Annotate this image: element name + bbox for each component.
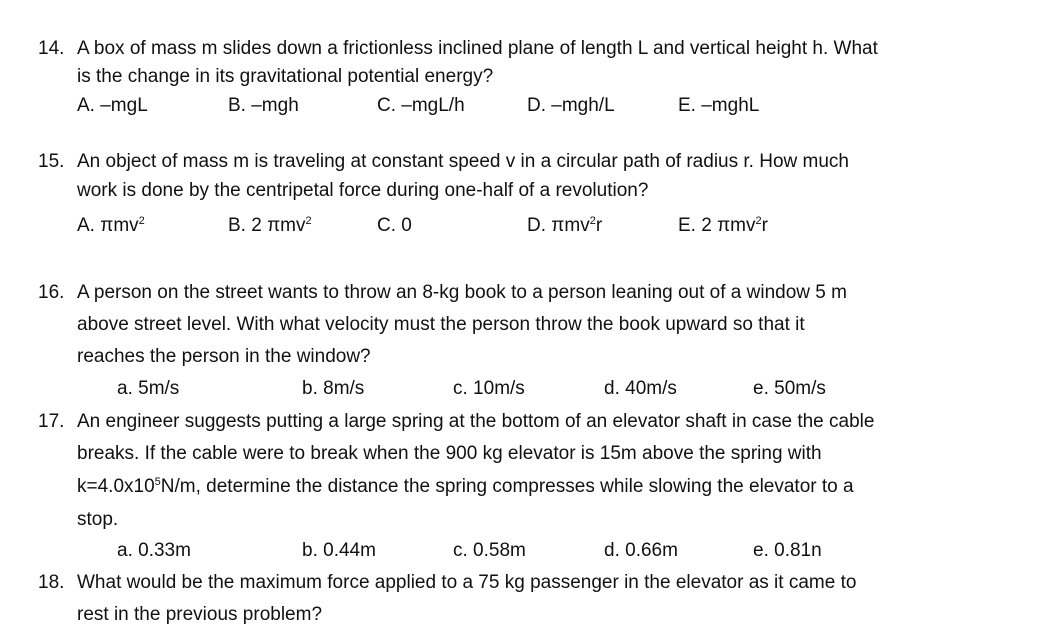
answer-option-e: e. 0.81n xyxy=(753,540,822,561)
answer-option-a: a. 5m/s xyxy=(117,378,180,399)
answer-option-b: B. –mgh xyxy=(228,95,299,116)
question-number: 14. xyxy=(38,38,65,59)
answer-option-a: a. 0.33m xyxy=(117,540,191,561)
question-text-line: work is done by the centripetal force during one-half of a revolution? xyxy=(77,180,649,201)
answer-option-c: C. 0 xyxy=(377,215,412,236)
answer-option-d: d. 0.66m xyxy=(604,540,678,561)
question-number: 15. xyxy=(38,151,65,172)
question-text-line: breaks. If the cable were to break when the 900 kg elevator is 15m above the spring with xyxy=(77,443,822,464)
answer-option-d: D. πmv$^2$r xyxy=(527,215,603,236)
answer-option-a: A. –mgL xyxy=(77,95,148,116)
question-number: 18. xyxy=(38,572,65,593)
question-text-line: above street level. With what velocity must the person throw the book upward so that it xyxy=(77,314,805,335)
question-text-line: is the change in its gravitational potential energy? xyxy=(77,66,494,87)
question-text-line: reaches the person in the window? xyxy=(77,346,371,367)
answer-option-c: C. –mgL/h xyxy=(377,95,465,116)
question-text-line: A person on the street wants to throw an 8-kg book to a person leaning out of a window 5 m xyxy=(77,282,847,303)
question-text-line: A box of mass m slides down a frictionless inclined plane of length L and vertical height h. What xyxy=(77,38,878,59)
answer-option-b: b. 8m/s xyxy=(302,378,365,399)
question-text-line: stop. xyxy=(77,509,119,530)
answer-option-a: A. πmv$^2$ xyxy=(77,215,145,236)
answer-option-e: E. –mghL xyxy=(678,95,760,116)
answer-option-e: E. 2 πmv$^2$r xyxy=(678,215,768,236)
answer-option-b: B. 2 πmv$^2$ xyxy=(228,215,312,236)
answer-option-d: d. 40m/s xyxy=(604,378,677,399)
question-number: 17. xyxy=(38,411,65,432)
question-text-line: What would be the maximum force applied to a 75 kg passenger in the elevator as it came to xyxy=(77,572,857,593)
question-number: 16. xyxy=(38,282,65,303)
answer-option-b: b. 0.44m xyxy=(302,540,376,561)
answer-option-e: e. 50m/s xyxy=(753,378,826,399)
question-text-line: An engineer suggests putting a large spring at the bottom of an elevator shaft in case the cable xyxy=(77,411,875,432)
question-text-line: rest in the previous problem? xyxy=(77,604,323,625)
answer-option-d: D. –mgh/L xyxy=(527,95,615,116)
question-text-line: An object of mass m is traveling at constant speed v in a circular path of radius r. How much xyxy=(77,151,849,172)
question-text-line: $k=4.0x10^5N/m$, determine the distance the spring compresses while slowing the elevator to a xyxy=(77,476,854,497)
answer-option-c: c. 10m/s xyxy=(453,378,525,399)
answer-option-c: c. 0.58m xyxy=(453,540,526,561)
